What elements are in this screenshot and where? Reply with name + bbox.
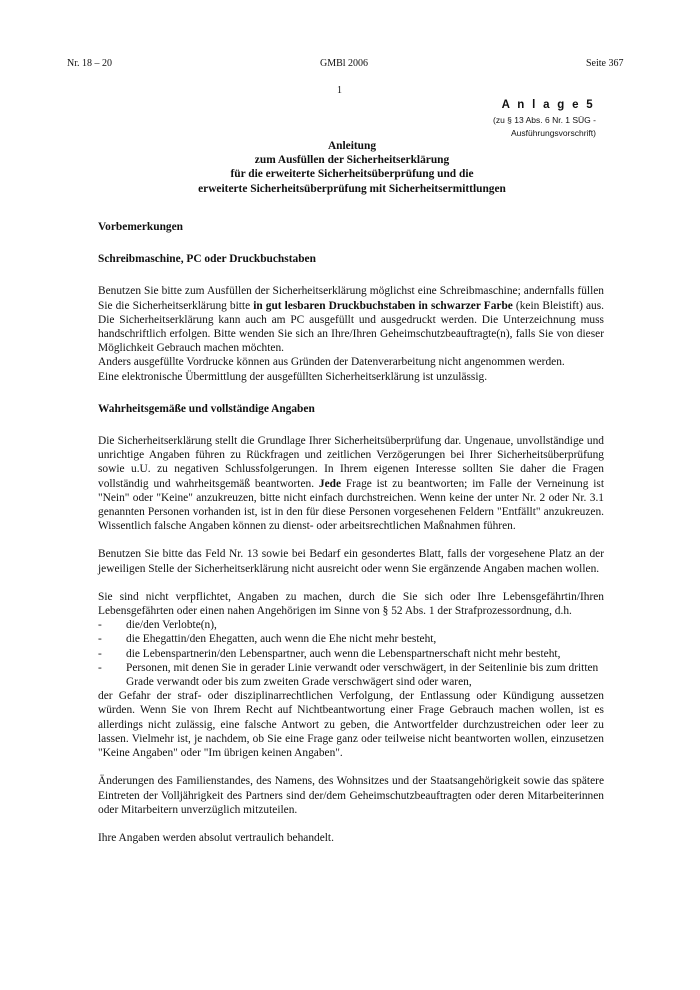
title-line: für die erweiterte Sicherheitsüberprüfung und die <box>230 168 474 181</box>
text-run: Die Sicherheitserklärung stellt die Grundlage Ihrer Sicherheitsüberprüfung dar. Ungenaue, unvollständige und unrichtige Angaben führen zu Rückfragen und zeitlichen Verzögerungen bei Ihrer Sicherheitsüberprüfung sowie u.U. zu negativen Schlussfolgerungen. In Ihrem eigenen Interesse sollten Sie daher die Fragen vollständig und wahrheitsgemäß beantworten. <box>98 435 604 490</box>
list-item: - die/den Verlobte(n), <box>98 618 604 632</box>
document-body <box>98 220 604 845</box>
text-run: (kein Bleistift) aus. Die Sicherheitserklärung kann auch am PC ausgefüllt und ausgedruckt werden. Die Unterzeichnung muss handschriftlich erfolgen. Bitte wenden Sie sich an Ihre/Ihren Geheimschutzbeauftragte(n), falls Sie von dieser Möglichkeit Gebrauch machen möchten. <box>98 299 604 355</box>
annex-note-line: Ausführungsvorschrift) <box>510 127 596 138</box>
title-line: Anleitung <box>327 140 377 152</box>
text-run: Benutzen Sie bitte zum Ausfüllen der Sicherheitserklärung möglichst eine Schreibmaschine; andernfalls füllen Sie die Sicherheitserklärung bitte <box>98 285 604 312</box>
paragraph <box>98 284 604 355</box>
list-item-text: die/den Verlobte(n), <box>126 619 217 632</box>
list-item: - Personen, mit denen Sie in gerader Linie verwandt oder verschwägert, in der Seitenlinie bis zum dritten Grade verwandt oder bis zum zweiten Grade verschwägert sind oder waren, <box>98 661 604 689</box>
section-heading-truthful-data: Wahrheitsgemäße und vollständige Angaben <box>98 402 315 415</box>
annex-label: A n l a g e 5 <box>501 99 595 111</box>
paragraph: Eine elektronische Übermittlung der ausgefüllten Sicherheitserklärung ist unzulässig. <box>98 370 488 383</box>
running-header-publication: GMBl 2006 <box>320 58 369 69</box>
page-number: 1 <box>337 85 342 96</box>
text-run: Frage ist zu beantworten; im Falle der Verneinung ist "Nein" oder "Keine" anzukreuzen, bitte nicht einfach durchstreichen. Wenn keine der unter Nr. 2 oder Nr. 3.1 genannten Personen vorhanden ist, ist in den für diese Personen vorgesehenen Feldern "Entfällt" anzukreuzen. Wissentlich falsche Angaben können zu dienst- oder arbeitsrechtlichen Maßnahmen führen. <box>98 477 604 533</box>
emphasis-text: Jede <box>318 477 342 490</box>
running-header-page: Seite 367 <box>586 58 624 69</box>
paragraph: Ihre Angaben werden absolut vertraulich behandelt. <box>98 831 334 844</box>
title-line: erweiterte Sicherheitsüberprüfung mit Sicherheitsermittlungen <box>198 182 506 195</box>
annex-note-line: (zu § 13 Abs. 6 Nr. 1 SÜG - <box>493 115 596 125</box>
running-header-issue: Nr. 18 – 20 <box>67 58 112 69</box>
emphasis-text: in gut lesbaren Druckbuchstaben in schwarzer Farbe <box>253 299 513 312</box>
section-heading-typewriter: Schreibmaschine, PC oder Druckbuchstaben <box>98 253 316 266</box>
paragraph: Benutzen Sie bitte das Feld Nr. 13 sowie bei Bedarf ein gesondertes Blatt, falls der vorgesehene Platz an der jeweiligen Stelle der Sicherheitserklärung nicht ausreicht oder wenn Sie ergänzende Angaben machen wollen. <box>98 548 604 575</box>
document-title <box>98 139 606 196</box>
list-item-text: Personen, mit denen Sie in gerader Linie verwandt oder verschwägert, in der Seitenlinie bis zum dritten Grade verwandt oder bis zum zweiten Grade verschwägert sind oder waren, <box>126 661 599 689</box>
paragraph: Sie sind nicht verpflichtet, Angaben zu machen, durch die Sie sich oder Ihre Lebensgefährtin/Ihren Lebensgefährten oder einen nahen Angehörigen im Sinne von § 52 Abs. 1 der Strafprozessordnung, d.h. <box>98 590 604 618</box>
title-line: zum Ausfüllen der Sicherheitserklärung <box>254 154 450 167</box>
paragraph <box>98 434 604 533</box>
preliminary-remarks-heading: Vorbemerkungen <box>98 221 184 233</box>
annex-reference-note <box>493 114 596 139</box>
list-item-text: die Lebenspartnerin/den Lebenspartner, auch wenn die Lebenspartnerschaft nicht mehr besteht, <box>126 647 561 660</box>
list-item: - die Lebenspartnerin/den Lebenspartner, auch wenn die Lebenspartnerschaft nicht mehr besteht, <box>98 647 604 661</box>
paragraph: der Gefahr der straf- oder disziplinarrechtlichen Verfolgung, der Entlassung oder Kündigung aussetzen würden. Wenn Sie von Ihrem Recht auf Nichtbeantwortung einer Frage Gebrauch machen wollen, ist es allerdings nicht zulässig, eine falsche Antwort zu geben, die Antwortfelder durchzustreichen oder leer zu lassen. Vielmehr ist, je nachdem, ob Sie eine Frage ganz oder teilweise nicht beantworten wollen, einzusetzen "Keine Angaben" oder "Im übrigen keinen Angaben". <box>98 690 604 760</box>
list-item: - die Ehegattin/den Ehegatten, auch wenn die Ehe nicht mehr besteht, <box>98 632 604 646</box>
list-item-text: die Ehegattin/den Ehegatten, auch wenn die Ehe nicht mehr besteht, <box>126 633 437 646</box>
paragraph: Änderungen des Familienstandes, des Namens, des Wohnsitzes und der Staatsangehörigkeit sowie das spätere Eintreten der Volljährigkeit des Partners sind der/dem Geheimschutzbeauftragten oder deren Mitarbeiterinnen oder Mitarbeitern unverzüglich mitzuteilen. <box>98 775 604 816</box>
paragraph: Anders ausgefüllte Vordrucke können aus Gründen der Datenverarbeitung nicht angenommen werden. <box>98 356 565 369</box>
